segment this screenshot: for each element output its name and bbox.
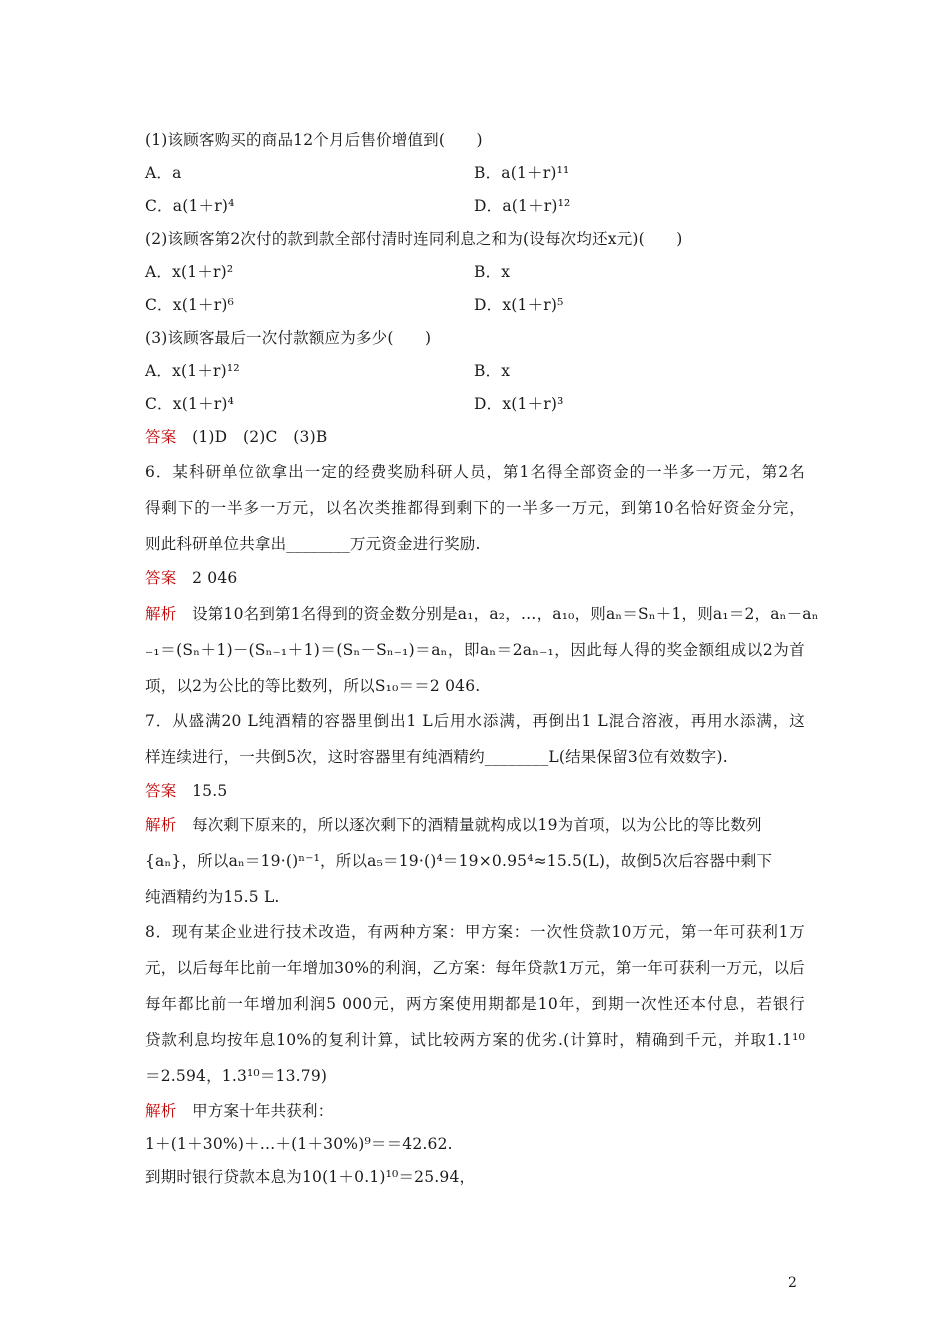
- q5-sub2-stem: (2)该顾客第2次付的款到款全部付清时连同利息之和为(设每次均还x元)( ): [145, 230, 683, 248]
- q6-analysis-text-1: 设第10名到第1名得到的资金数分别是a₁，a₂，…，a₁₀，则aₙ＝Sₙ＋1，则a₁＝2，aₙ－aₙ: [192, 605, 819, 623]
- q5-sub3-option-a: A．x(1＋r)¹²: [145, 362, 240, 380]
- answer-label: 答案: [145, 782, 177, 800]
- q7-answer-line: [145, 781, 227, 801]
- q6-answer-line: [145, 568, 237, 588]
- q8-line-2: 元，以后每年比前一年增加30%的利润，乙方案：每年贷款1万元，第一年可获利一万元，以后: [145, 959, 805, 977]
- q8-analysis-text-1: 甲方案十年共获利：: [192, 1102, 334, 1120]
- q5-sub2-option-c: C．x(1＋r)⁶: [145, 296, 234, 314]
- q6-analysis-line-2: ₋₁＝(Sₙ＋1)－(Sₙ₋₁＋1)＝(Sₙ－Sₙ₋₁)＝aₙ，即aₙ＝2aₙ₋₁，因此每人得的奖金额组成以2为首: [145, 641, 805, 659]
- q5-sub1-option-a: A．a: [145, 164, 182, 182]
- q7-line-1: 7．从盛满20 L纯酒精的容器里倒出1 L后用水添满，再倒出1 L混合溶液，再用水添满，这: [145, 712, 805, 730]
- q5-sub3-stem: (3)该顾客最后一次付款额应为多少( ): [145, 329, 432, 347]
- q8-analysis-line-3: 到期时银行贷款本息为10(1＋0.1)¹⁰＝25.94，: [145, 1168, 476, 1186]
- q8-analysis-line-2: 1＋(1＋30%)＋…＋(1＋30%)⁹＝＝42.62.: [145, 1135, 453, 1153]
- q5-sub3-option-c: C．x(1＋r)⁴: [145, 395, 234, 413]
- q6-line-1: 6．某科研单位欲拿出一定的经费奖励科研人员，第1名得全部资金的一半多一万元，第2名: [145, 463, 805, 481]
- q6-analysis-line-3: 项，以2为公比的等比数列，所以S₁₀＝＝2 046.: [145, 677, 481, 695]
- page-number: 2: [788, 1275, 797, 1291]
- answer-label: 答案: [145, 428, 177, 446]
- q5-sub2-option-d: D．x(1＋r)⁵: [474, 296, 564, 314]
- q5-sub3-option-d: D．x(1＋r)³: [474, 395, 564, 413]
- q5-sub1-option-b: B．a(1＋r)¹¹: [474, 164, 570, 182]
- q5-answer-line: [145, 427, 327, 447]
- q6-line-3: 则此科研单位共拿出________万元资金进行奖励.: [145, 535, 481, 553]
- q5-sub2-option-a: A．x(1＋r)²: [145, 263, 234, 281]
- analysis-label: 解析: [145, 1102, 177, 1120]
- q8-line-3: 每年都比前一年增加利润5 000元，两方案使用期都是10年，到期一次性还本付息，若银行: [145, 995, 805, 1013]
- q5-sub1-stem: (1)该顾客购买的商品12个月后售价增值到( ): [145, 131, 483, 149]
- q8-line-4: 贷款利息均按年息10%的复利计算，试比较两方案的优劣.(计算时，精确到千元，并取1.1¹⁰: [145, 1031, 805, 1049]
- q8-line-5: ＝2.594，1.3¹⁰＝13.79): [145, 1067, 328, 1085]
- q7-analysis-line-1: [145, 815, 762, 835]
- analysis-label: 解析: [145, 605, 177, 623]
- q8-line-1: 8．现有某企业进行技术改造，有两种方案：甲方案：一次性贷款10万元，第一年可获利1万: [145, 923, 805, 941]
- q5-sub2-option-b: B．x: [474, 263, 511, 281]
- answer-label: 答案: [145, 569, 177, 587]
- q8-analysis-line-1: [145, 1101, 333, 1121]
- q7-line-2: 样连续进行，一共倒5次，这时容器里有纯酒精约________L(结果保留3位有效数字).: [145, 748, 728, 766]
- q7-answer: 15.5: [192, 782, 228, 800]
- q7-analysis-line-2: {aₙ}，所以aₙ＝19·()ⁿ⁻¹，所以a₅＝19·()⁴＝19×0.95⁴≈15.5(L)，故倒5次后容器中剩下: [145, 852, 773, 870]
- q5-sub1-option-d: D．a(1＋r)¹²: [474, 197, 571, 215]
- q5-answer: (1)D (2)C (3)B: [192, 428, 328, 446]
- q6-answer: 2 046: [192, 569, 238, 587]
- q6-line-2: 得剩下的一半多一万元，以名次类推都得到剩下的一半多一万元，到第10名恰好资金分完，: [145, 499, 805, 517]
- q7-analysis-line-3: 纯酒精约为15.5 L.: [145, 888, 280, 906]
- q7-analysis-text-1: 每次剩下原来的，所以逐次剩下的酒精量就构成以19为首项，以为公比的等比数列: [192, 816, 762, 834]
- q5-sub1-option-c: C．a(1＋r)⁴: [145, 197, 235, 215]
- analysis-label: 解析: [145, 816, 177, 834]
- q5-sub3-option-b: B．x: [474, 362, 511, 380]
- q6-analysis-line-1: [145, 604, 819, 624]
